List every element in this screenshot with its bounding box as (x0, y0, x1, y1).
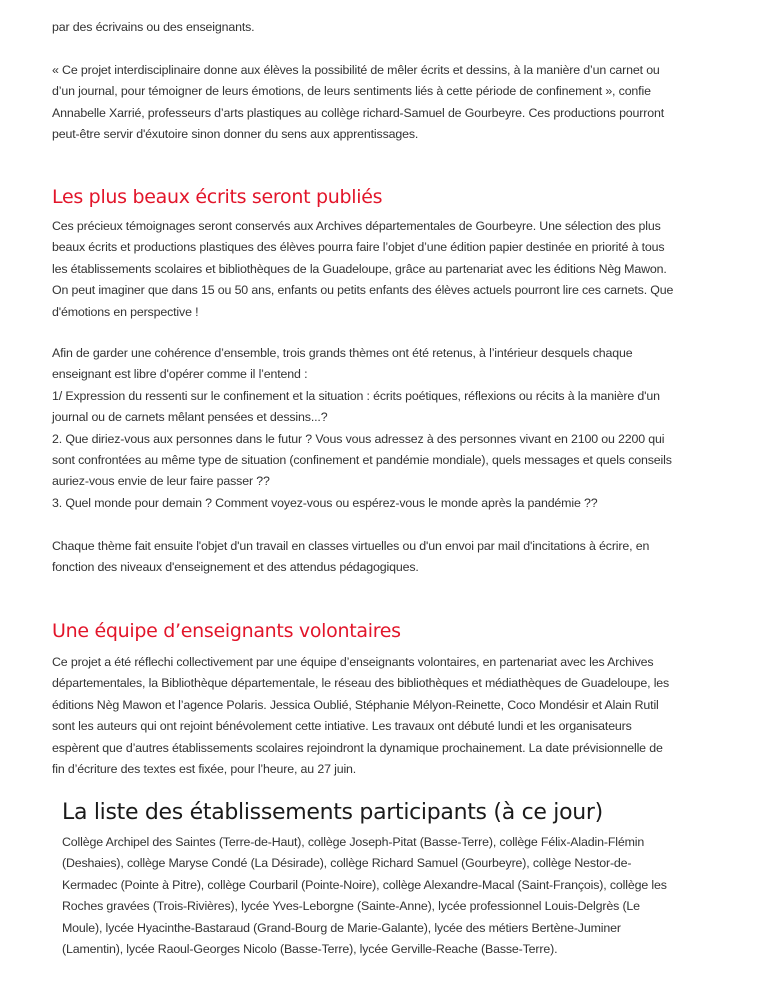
text-line: d'émotions en perspective ! (52, 304, 199, 319)
published-paragraph (52, 216, 722, 323)
text-line: (Lamentin), lycée Raoul-Georges Nicolo (Basse-Terre), lycée Gerville-Reache (Basse-Terre). (62, 942, 558, 957)
text-line: départementales, la Bibliothèque départementale, le réseau des bibliothèques et médiathèques de Guadeloupe, les (52, 676, 670, 691)
text-line: peut-être servir d'éxutoire sinon donner du sens aux apprentissages. (52, 127, 419, 142)
text-line: espèrent que d’autres établissements scolaires rejoindront la dynamique prochainement. La date prévisionnelle de (52, 740, 663, 755)
text-line: Afin de garder une cohérence d’ensemble, trois grands thèmes ont été retenus, à l’intérieur desquels chaque (52, 346, 633, 360)
text-line: (Deshaies), collège Maryse Condé (La Désirade), collège Richard Samuel (Gourbeyre), collège Nestor-de- (62, 856, 632, 871)
text-line: Chaque thème fait ensuite l'objet d'un travail en classes virtuelles ou d'un envoi par mail d'incitations à écrire, en (52, 539, 650, 553)
text-line: Ce projet a été réflechi collectivement par une équipe d’enseignants volontaires, en partenariat avec les Archives (52, 655, 654, 669)
text-line: « Ce projet interdisciplinaire donne aux élèves la possibilité de mêler écrits et dessins, à la manière d’un carnet ou (52, 63, 660, 77)
section-heading-establishments: La liste des établissements participants (à ce jour) (62, 800, 603, 825)
text-line: Kermadec (Pointe à Pitre), collège Courbaril (Pointe-Noire), collège Alexandre-Macal (Saint-François), collège les (62, 877, 667, 892)
text-line: Roches gravées (Trois-Rivières), lycée Yves-Leborgne (Sainte-Anne), lycée professionnel Louis-Delgrès (Le (62, 899, 640, 914)
text-line: Ces précieux témoignages seront conservés aux Archives départementales de Gourbeyre. Une sélection des plus (52, 219, 661, 233)
theme-item-1: 1/ Expression du ressenti sur le confinement et la situation : écrits poétiques, réflexions ou récits à la manière d'un (52, 388, 660, 403)
text-line: fonction des niveaux d'enseignement et des attendus pédagogiques. (52, 560, 419, 575)
text-line: enseignant est libre d'opérer comme il l’entend : (52, 367, 308, 382)
themes-work-paragraph (52, 536, 722, 579)
text-line: Annabelle Xarrié, professeurs d’arts plastiques au collège richard-Samuel de Gourbeyre. Ces productions pourront (52, 105, 665, 120)
text-line: sont les auteurs qui ont rejoint bénévolement cette intiative. Les travaux ont débuté lundi et les organisateurs (52, 719, 632, 734)
team-paragraph (52, 652, 722, 780)
text-line: auriez-vous envie de leur faire passer ?? (52, 474, 270, 489)
text-line: fin d’écriture des textes est fixée, pour l’heure, au 27 juin. (52, 762, 357, 777)
theme-item-3: 3. Quel monde pour demain ? Comment voyez-vous ou espérez-vous le monde après la pandémie ?? (52, 495, 598, 510)
text-line: les établissements scolaires et bibliothèques de la Guadeloupe, grâce au partenariat avec les éditions Nèg Mawon. (52, 261, 667, 276)
text-line: par des écrivains ou des enseignants. (52, 20, 255, 34)
text-line: journal ou de carnets mêlant pensées et dessins...? (52, 410, 328, 425)
intro-paragraph-1 (52, 17, 722, 38)
text-line: sont confrontées au même type de situation (confinement et pandémie mondiale), quels messages et quels conseils (52, 453, 672, 468)
themes-paragraph (52, 343, 722, 514)
text-line: éditions Nèg Mawon et l’agence Polaris. Jessica Oublié, Stéphanie Mélyon-Reinette, Coco Mondésir et Alain Rutil (52, 697, 659, 712)
establishments-paragraph (62, 832, 732, 960)
text-line: Collège Archipel des Saintes (Terre-de-Haut), collège Joseph-Pitat (Basse-Terre), collège Félix-Aladin-Flémin (62, 835, 645, 849)
text-line: d’un journal, pour témoigner de leurs émotions, de leurs sentiments liés à cette période de confinement », confie (52, 84, 651, 99)
theme-item-2: 2. Que diriez-vous aux personnes dans le futur ? Vous vous adressez à des personnes vivant en 2100 ou 2200 qui (52, 431, 665, 446)
section-heading-published: Les plus beaux écrits seront publiés (52, 186, 383, 208)
section-heading-team: Une équipe d’enseignants volontaires (52, 620, 401, 642)
intro-quote-paragraph (52, 60, 722, 146)
text-line: Moule), lycée Hyacinthe-Bastaraud (Grand-Bourg de Marie-Galante), lycée des métiers Bertène-Juminer (62, 920, 621, 935)
text-line: On peut imaginer que dans 15 ou 50 ans, enfants ou petits enfants des élèves actuels pourront lire ces carnets. Que (52, 283, 674, 298)
text-line: beaux écrits et productions plastiques des élèves pourra faire l’objet d’une édition papier destinée en priorité à tous (52, 240, 665, 255)
